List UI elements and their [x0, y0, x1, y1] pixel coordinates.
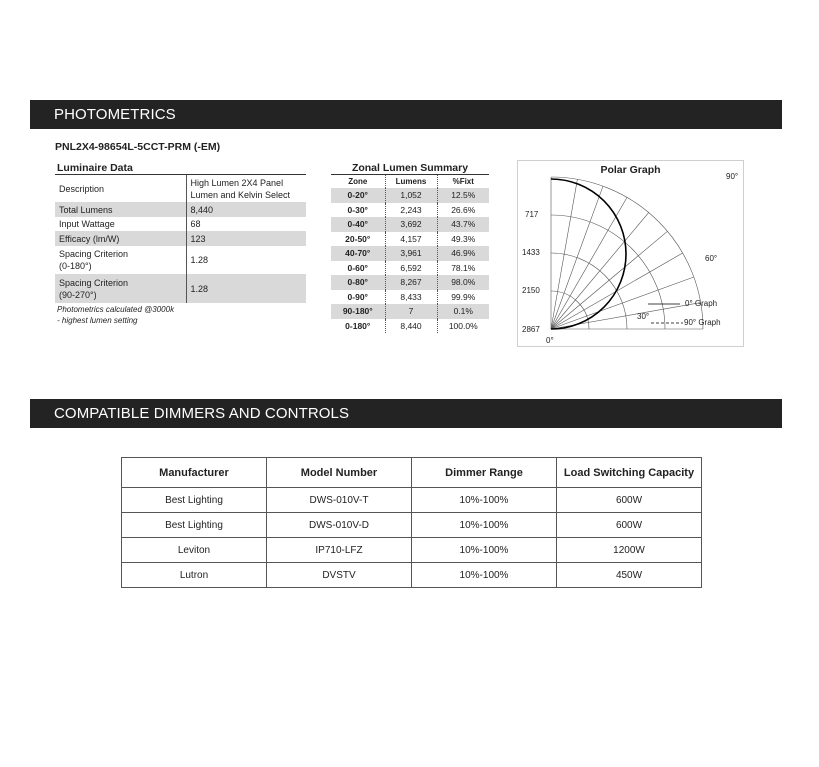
legend-90deg-label: 90° Graph: [684, 318, 721, 327]
luminaire-value: 1.28: [186, 274, 306, 303]
dimmer-manufacturer: Leviton: [122, 538, 267, 563]
luminaire-label: [55, 246, 186, 274]
luminaire-value-line: Lumen and Kelvin Select: [190, 189, 291, 200]
zonal-header-row: [331, 175, 489, 188]
dimmer-range: 10%-100%: [412, 538, 557, 563]
zonal-lumens: 2,243: [385, 203, 437, 218]
dimmer-capacity: 600W: [557, 488, 702, 513]
luminaire-label: Input Wattage: [59, 219, 115, 229]
luminaire-label: [55, 274, 186, 303]
luminaire-label: Efficacy (lm/W): [55, 231, 186, 246]
zonal-zone: 40-70°: [331, 246, 385, 261]
polar-angle-label: 0°: [546, 336, 554, 345]
dimmer-model: DWS-010V-D: [267, 513, 412, 538]
luminaire-label-line: Spacing Criterion: [59, 277, 129, 288]
zonal-lumens: 3,692: [385, 217, 437, 232]
polar-angle-label: 60°: [705, 254, 718, 263]
dimmer-model: IP710-LFZ: [267, 538, 412, 563]
polar-radial-label: 2867: [522, 325, 540, 334]
luminaire-value: 123: [186, 231, 306, 246]
zonal-zone: 90-180°: [331, 304, 385, 319]
dimmers-header-row: [122, 458, 702, 488]
zonal-row: [331, 232, 489, 247]
luminaire-data: [55, 162, 306, 326]
zonal-header-percent: %Fixt: [452, 177, 474, 186]
zonal-percent: 26.6%: [451, 204, 476, 215]
polar-radial-label: 717: [525, 210, 539, 219]
zonal-percent: 12.5%: [437, 188, 489, 203]
dimmers-section-header: [30, 399, 782, 428]
photometrics-section-title: PHOTOMETRICS: [54, 106, 176, 123]
dimmers-header-range: Dimmer Range: [412, 458, 557, 488]
luminaire-row-total-lumens: [55, 202, 306, 217]
luminaire-label-line: Spacing Criterion: [59, 249, 129, 259]
zonal-percent: 100.0%: [448, 320, 478, 331]
zonal-zone: 0-180°: [345, 320, 371, 331]
zonal-header-zone: Zone: [348, 177, 368, 186]
zonal-row: [331, 319, 489, 334]
legend-0deg-label: 0° Graph: [685, 299, 718, 308]
zonal-lumens: 6,592: [385, 261, 437, 276]
luminaire-label-line: (90-270°): [59, 289, 97, 300]
dimmer-capacity: 450W: [557, 563, 702, 588]
dimmer-range: 10%-100%: [412, 513, 557, 538]
zonal-header-lumens: Lumens: [385, 175, 437, 188]
zonal-lumens: 3,961: [385, 246, 437, 261]
zonal-zone: 0-80°: [331, 275, 385, 290]
zonal-lumens: 7: [385, 304, 437, 319]
luminaire-label: Description: [59, 183, 105, 194]
zonal-row: [331, 304, 489, 319]
luminaire-value-line: High Lumen 2X4 Panel: [190, 177, 284, 188]
zonal-row: [331, 188, 489, 203]
luminaire-label-line: (0-180°): [59, 261, 92, 271]
luminaire-row-description: [55, 175, 306, 202]
dimmer-capacity: 600W: [557, 513, 702, 538]
luminaire-row-input-wattage: [55, 217, 306, 231]
zonal-zone: 0-60°: [347, 262, 368, 273]
dimmers-row: [122, 488, 702, 513]
polar-angle-label: 30°: [637, 312, 650, 321]
luminaire-row-spacing-90-270: [55, 274, 306, 303]
zonal-lumens: 1,052: [385, 188, 437, 203]
dimmers-row: [122, 563, 702, 588]
zonal-lumens: 8,440: [385, 319, 437, 334]
dimmers-header-manufacturer: Manufacturer: [122, 458, 267, 488]
luminaire-value: 1.28: [186, 246, 306, 274]
dimmers-table: [121, 457, 702, 588]
luminaire-value: 68: [186, 217, 306, 231]
luminaire-data-title: Luminaire Data: [55, 162, 306, 175]
zonal-row: [331, 203, 489, 218]
dimmers-header-model: Model Number: [267, 458, 412, 488]
zonal-lumens: 4,157: [385, 232, 437, 247]
luminaire-row-efficacy: [55, 231, 306, 246]
dimmers-section-title: COMPATIBLE DIMMERS AND CONTROLS: [54, 405, 350, 422]
dimmers-row: [122, 513, 702, 538]
zonal-title: Zonal Lumen Summary: [331, 162, 489, 175]
zonal-percent: 49.3%: [451, 233, 476, 244]
photometrics-note: Photometrics calculated @3000k - highest lumen setting: [57, 305, 175, 325]
zonal-zone: 0-20°: [331, 188, 385, 203]
photometrics-section-header: [30, 100, 782, 129]
zonal-percent: 46.9%: [437, 246, 489, 261]
zonal-zone: 0-90°: [347, 291, 368, 302]
polar-graph-title: Polar Graph: [600, 164, 661, 176]
dimmer-manufacturer: Best Lighting: [122, 488, 267, 513]
zonal-lumens: 8,267: [385, 275, 437, 290]
dimmer-range: 10%-100%: [412, 563, 557, 588]
polar-radial-label: 2150: [522, 286, 540, 295]
zonal-row: [331, 275, 489, 290]
zonal-row: [331, 261, 489, 276]
dimmer-range: 10%-100%: [412, 488, 557, 513]
dimmer-manufacturer: Lutron: [122, 563, 267, 588]
luminaire-value: [186, 175, 306, 202]
zonal-percent: 43.7%: [437, 217, 489, 232]
zonal-row: [331, 290, 489, 305]
polar-radial-label: 1433: [522, 248, 540, 257]
zonal-zone: 0-30°: [347, 204, 368, 215]
dimmer-capacity: 1200W: [557, 538, 702, 563]
zonal-row: [331, 217, 489, 232]
zonal-table: [331, 175, 489, 333]
polar-graph: [517, 160, 744, 347]
dimmers-row: [122, 538, 702, 563]
luminaire-data-table: [55, 175, 306, 303]
luminaire-value: 8,440: [186, 202, 306, 217]
model-number: PNL2X4-98654L-5CCT-PRM (-EM): [55, 141, 221, 153]
zonal-zone: 0-40°: [331, 217, 385, 232]
dimmer-model: DWS-010V-T: [267, 488, 412, 513]
zonal-lumen-summary: [331, 162, 489, 333]
zonal-lumens: 8,433: [385, 290, 437, 305]
zonal-percent: 78.1%: [451, 262, 476, 273]
dimmers-header-capacity: Load Switching Capacity: [557, 458, 702, 488]
zonal-percent: 98.0%: [437, 275, 489, 290]
dimmer-manufacturer: Best Lighting: [122, 513, 267, 538]
zonal-percent: 0.1%: [437, 304, 489, 319]
luminaire-row-spacing-0-180: [55, 246, 306, 274]
luminaire-label: Total Lumens: [55, 202, 186, 217]
polar-angle-label: 90°: [726, 172, 739, 181]
zonal-zone: 20-50°: [345, 233, 371, 244]
dimmer-model: DVSTV: [267, 563, 412, 588]
zonal-percent: 99.9%: [451, 291, 476, 302]
zonal-row: [331, 246, 489, 261]
